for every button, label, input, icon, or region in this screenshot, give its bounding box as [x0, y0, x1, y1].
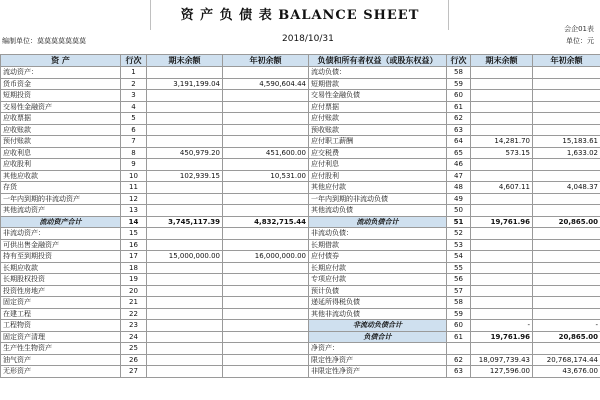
right-begin-balance: [533, 67, 600, 79]
right-end-balance: -: [471, 320, 533, 332]
right-end-balance: [471, 251, 533, 263]
left-begin-balance: 4,590,604.44: [223, 78, 309, 90]
table-row: [1, 228, 600, 240]
right-item-label: 净资产：: [309, 343, 447, 355]
right-end-balance: [471, 297, 533, 309]
table-row: [1, 216, 600, 228]
right-item-label: 预计负债: [309, 285, 447, 297]
right-end-balance: 4,607.11: [471, 182, 533, 194]
left-end-balance: 15,000,000.00: [147, 251, 223, 263]
table-row: [1, 159, 600, 171]
left-begin-balance: [223, 113, 309, 125]
table-row: [1, 297, 600, 309]
left-item-label: 生产性生物资产: [1, 343, 121, 355]
left-item-label: 应收账款: [1, 124, 121, 136]
left-row-no: 18: [121, 262, 147, 274]
left-row-no: 17: [121, 251, 147, 263]
left-item-label: 其他流动资产: [1, 205, 121, 217]
left-row-no: 2: [121, 78, 147, 90]
left-begin-balance: 16,000,000.00: [223, 251, 309, 263]
table-row: [1, 67, 600, 79]
left-row-no: 25: [121, 343, 147, 355]
table-row: [1, 90, 600, 102]
left-row-no: 10: [121, 170, 147, 182]
col-row-no-right: 行次: [447, 55, 471, 67]
col-assets: 资 产: [1, 55, 121, 67]
right-row-no: 61: [447, 331, 471, 343]
table-row: [1, 101, 600, 113]
left-begin-balance: [223, 308, 309, 320]
left-item-label: 存货: [1, 182, 121, 194]
left-begin-balance: [223, 320, 309, 332]
right-begin-balance: [533, 78, 600, 90]
left-end-balance: [147, 285, 223, 297]
left-begin-balance: [223, 182, 309, 194]
right-row-no: 49: [447, 193, 471, 205]
left-end-balance: [147, 159, 223, 171]
left-item-label: 持有至到期投资: [1, 251, 121, 263]
right-item-label: 其他流动负债: [309, 205, 447, 217]
left-end-balance: [147, 205, 223, 217]
left-row-no: 15: [121, 228, 147, 240]
right-item-label: 非流动负债：: [309, 228, 447, 240]
right-row-no: 60: [447, 320, 471, 332]
prepared-by: 编制单位：莫莫莫莫莫莫莫: [2, 37, 86, 45]
right-begin-balance: [533, 124, 600, 136]
table-row: [1, 274, 600, 286]
left-end-balance: [147, 228, 223, 240]
table-row: [1, 354, 600, 366]
right-row-no: 50: [447, 205, 471, 217]
left-begin-balance: [223, 366, 309, 378]
left-begin-balance: [223, 297, 309, 309]
left-begin-balance: [223, 285, 309, 297]
table-row: [1, 205, 600, 217]
right-begin-balance: [533, 205, 600, 217]
table-body: [1, 67, 600, 378]
left-item-label: 长期股权投资: [1, 274, 121, 286]
right-row-no: 61: [447, 101, 471, 113]
right-begin-balance: [533, 113, 600, 125]
right-item-label: 递延所得税负债: [309, 297, 447, 309]
right-row-no: 55: [447, 262, 471, 274]
left-begin-balance: [223, 343, 309, 355]
left-begin-balance: [223, 274, 309, 286]
balance-table-wrap: [0, 54, 600, 378]
right-end-balance: [471, 239, 533, 251]
form-code: 会企01表: [564, 25, 594, 33]
right-row-no: 58: [447, 297, 471, 309]
left-begin-balance: [223, 354, 309, 366]
left-row-no: 7: [121, 136, 147, 148]
right-item-label: 应付票据: [309, 101, 447, 113]
right-item-label: 流动负债合计: [309, 216, 447, 228]
left-row-no: 22: [121, 308, 147, 320]
right-begin-balance: [533, 101, 600, 113]
left-item-label: 固定资产清理: [1, 331, 121, 343]
right-end-balance: 127,596.00: [471, 366, 533, 378]
left-end-balance: [147, 182, 223, 194]
left-end-balance: [147, 354, 223, 366]
left-end-balance: 3,745,117.39: [147, 216, 223, 228]
left-row-no: 4: [121, 101, 147, 113]
left-item-label: 一年内到期的非流动资产: [1, 193, 121, 205]
right-item-label: 非流动负债合计: [309, 320, 447, 332]
left-begin-balance: [223, 262, 309, 274]
left-begin-balance: [223, 239, 309, 251]
left-end-balance: [147, 136, 223, 148]
left-row-no: 6: [121, 124, 147, 136]
left-end-balance: [147, 193, 223, 205]
left-end-balance: [147, 297, 223, 309]
table-row: [1, 136, 600, 148]
left-item-label: 应收利息: [1, 147, 121, 159]
right-row-no: 58: [447, 67, 471, 79]
right-end-balance: [471, 308, 533, 320]
right-end-balance: [471, 113, 533, 125]
right-row-no: 62: [447, 354, 471, 366]
left-end-balance: [147, 274, 223, 286]
right-end-balance: [471, 124, 533, 136]
right-begin-balance: [533, 239, 600, 251]
table-row: [1, 331, 600, 343]
right-end-balance: 18,097,739.43: [471, 354, 533, 366]
right-row-no: 57: [447, 285, 471, 297]
right-begin-balance: 20,865.00: [533, 216, 600, 228]
right-begin-balance: 4,048.37: [533, 182, 600, 194]
right-item-label: 预收账款: [309, 124, 447, 136]
right-item-label: 其他非流动负债: [309, 308, 447, 320]
sheet-title: 资 产 负 债 表 BALANCE SHEET: [180, 7, 420, 23]
left-item-label: 应收票据: [1, 113, 121, 125]
left-row-no: 14: [121, 216, 147, 228]
right-item-label: 应付职工薪酬: [309, 136, 447, 148]
right-item-label: 专项应付款: [309, 274, 447, 286]
table-row: [1, 366, 600, 378]
left-begin-balance: [223, 193, 309, 205]
left-row-no: 23: [121, 320, 147, 332]
left-begin-balance: [223, 136, 309, 148]
right-begin-balance: [533, 90, 600, 102]
right-item-label: 非限定性净资产: [309, 366, 447, 378]
right-begin-balance: 43,676.00: [533, 366, 600, 378]
left-end-balance: [147, 262, 223, 274]
table-row: [1, 78, 600, 90]
right-begin-balance: -: [533, 320, 600, 332]
left-row-no: 1: [121, 67, 147, 79]
right-end-balance: [471, 262, 533, 274]
table-row: [1, 147, 600, 159]
left-begin-balance: [223, 101, 309, 113]
right-item-label: 其他应付款: [309, 182, 447, 194]
table-row: [1, 251, 600, 263]
left-end-balance: [147, 239, 223, 251]
left-item-label: 预付账款: [1, 136, 121, 148]
right-item-label: 应交税费: [309, 147, 447, 159]
right-row-no: 46: [447, 159, 471, 171]
right-item-label: 长期借款: [309, 239, 447, 251]
table-row: [1, 308, 600, 320]
right-item-label: 应付账款: [309, 113, 447, 125]
right-item-label: 交易性金融负债: [309, 90, 447, 102]
col-end-balance: 期末余额: [147, 55, 223, 67]
right-begin-balance: [533, 159, 600, 171]
right-item-label: 一年内到期的非流动负债: [309, 193, 447, 205]
right-row-no: 63: [447, 366, 471, 378]
left-end-balance: [147, 113, 223, 125]
right-begin-balance: [533, 297, 600, 309]
left-begin-balance: [223, 67, 309, 79]
table-header-row: [1, 55, 600, 67]
left-end-balance: [147, 308, 223, 320]
left-end-balance: [147, 366, 223, 378]
right-end-balance: [471, 285, 533, 297]
right-item-label: 长期应付款: [309, 262, 447, 274]
table-row: [1, 343, 600, 355]
right-item-label: 负债合计: [309, 331, 447, 343]
left-item-label: 货币资金: [1, 78, 121, 90]
currency-unit: 单位：元: [566, 37, 594, 45]
balance-table: [0, 54, 600, 378]
table-row: [1, 170, 600, 182]
right-row-no: 54: [447, 251, 471, 263]
left-end-balance: [147, 124, 223, 136]
left-row-no: 11: [121, 182, 147, 194]
right-end-balance: [471, 343, 533, 355]
right-begin-balance: 15,183.61: [533, 136, 600, 148]
right-item-label: 应付债券: [309, 251, 447, 263]
right-begin-balance: 20,768,174.44: [533, 354, 600, 366]
left-item-label: 应收股利: [1, 159, 121, 171]
right-end-balance: 14,281.70: [471, 136, 533, 148]
left-end-balance: [147, 320, 223, 332]
right-end-balance: [471, 90, 533, 102]
col-row-no: 行次: [121, 55, 147, 67]
right-begin-balance: [533, 193, 600, 205]
left-item-label: 在建工程: [1, 308, 121, 320]
table-row: [1, 113, 600, 125]
right-begin-balance: [533, 285, 600, 297]
left-row-no: 21: [121, 297, 147, 309]
right-item-label: 短期借款: [309, 78, 447, 90]
left-end-balance: [147, 343, 223, 355]
left-row-no: 20: [121, 285, 147, 297]
left-row-no: 26: [121, 354, 147, 366]
left-item-label: 油气资产: [1, 354, 121, 366]
left-item-label: 流动资产合计: [1, 216, 121, 228]
left-end-balance: 3,191,199.04: [147, 78, 223, 90]
left-begin-balance: [223, 205, 309, 217]
left-begin-balance: 10,531.00: [223, 170, 309, 182]
right-end-balance: 573.15: [471, 147, 533, 159]
right-end-balance: [471, 193, 533, 205]
left-item-label: 其他应收款: [1, 170, 121, 182]
right-item-label: 限定性净资产: [309, 354, 447, 366]
right-end-balance: [471, 159, 533, 171]
right-end-balance: [471, 101, 533, 113]
right-end-balance: [471, 228, 533, 240]
right-item-label: 应付利息: [309, 159, 447, 171]
left-row-no: 5: [121, 113, 147, 125]
col-begin-balance: 年初余额: [223, 55, 309, 67]
right-row-no: 60: [447, 90, 471, 102]
right-begin-balance: [533, 274, 600, 286]
right-row-no: 51: [447, 216, 471, 228]
right-row-no: 48: [447, 182, 471, 194]
right-row-no: 59: [447, 78, 471, 90]
left-item-label: 短期投资: [1, 90, 121, 102]
right-end-balance: [471, 67, 533, 79]
right-row-no: [447, 343, 471, 355]
right-row-no: 59: [447, 308, 471, 320]
left-begin-balance: 4,832,715.44: [223, 216, 309, 228]
right-end-balance: 19,761.96: [471, 216, 533, 228]
right-end-balance: [471, 78, 533, 90]
left-end-balance: 450,979.20: [147, 147, 223, 159]
right-begin-balance: [533, 251, 600, 263]
meta-row: [0, 34, 600, 48]
right-end-balance: [471, 170, 533, 182]
right-row-no: 65: [447, 147, 471, 159]
left-row-no: 3: [121, 90, 147, 102]
left-item-label: 投资性房地产: [1, 285, 121, 297]
table-row: [1, 124, 600, 136]
left-item-label: 流动资产：: [1, 67, 121, 79]
left-row-no: 13: [121, 205, 147, 217]
right-begin-balance: 20,865.00: [533, 331, 600, 343]
left-begin-balance: [223, 228, 309, 240]
table-row: [1, 193, 600, 205]
right-end-balance: [471, 274, 533, 286]
left-item-label: 工程物资: [1, 320, 121, 332]
col-liabilities: 负债和所有者权益（或股东权益）: [309, 55, 447, 67]
col-begin-balance-right: 年初余额: [533, 55, 600, 67]
right-begin-balance: [533, 228, 600, 240]
table-row: [1, 285, 600, 297]
table-row: [1, 320, 600, 332]
left-end-balance: [147, 101, 223, 113]
right-begin-balance: [533, 170, 600, 182]
left-row-no: 27: [121, 366, 147, 378]
left-end-balance: [147, 331, 223, 343]
right-row-no: 47: [447, 170, 471, 182]
right-row-no: 56: [447, 274, 471, 286]
left-end-balance: 102,939.15: [147, 170, 223, 182]
right-row-no: 64: [447, 136, 471, 148]
left-begin-balance: [223, 159, 309, 171]
left-item-label: 交易性金融资产: [1, 101, 121, 113]
left-begin-balance: [223, 90, 309, 102]
left-row-no: 9: [121, 159, 147, 171]
report-date: 2018/10/31: [282, 34, 334, 44]
right-item-label: 应付股利: [309, 170, 447, 182]
left-row-no: 16: [121, 239, 147, 251]
table-row: [1, 262, 600, 274]
table-row: [1, 182, 600, 194]
left-begin-balance: 451,600.00: [223, 147, 309, 159]
right-begin-balance: [533, 343, 600, 355]
right-begin-balance: 1,633.02: [533, 147, 600, 159]
right-row-no: 63: [447, 124, 471, 136]
right-row-no: 53: [447, 239, 471, 251]
left-item-label: 非流动资产：: [1, 228, 121, 240]
col-end-balance-right: 期末余额: [471, 55, 533, 67]
left-item-label: 固定资产: [1, 297, 121, 309]
left-row-no: 19: [121, 274, 147, 286]
left-row-no: 8: [121, 147, 147, 159]
left-end-balance: [147, 67, 223, 79]
left-end-balance: [147, 90, 223, 102]
right-end-balance: 19,761.96: [471, 331, 533, 343]
left-row-no: 24: [121, 331, 147, 343]
left-item-label: 无形资产: [1, 366, 121, 378]
right-begin-balance: [533, 262, 600, 274]
left-row-no: 12: [121, 193, 147, 205]
table-row: [1, 239, 600, 251]
right-row-no: 62: [447, 113, 471, 125]
left-begin-balance: [223, 331, 309, 343]
left-item-label: 长期应收款: [1, 262, 121, 274]
left-item-label: 可供出售金融资产: [1, 239, 121, 251]
right-begin-balance: [533, 308, 600, 320]
left-begin-balance: [223, 124, 309, 136]
right-item-label: 流动负债：: [309, 67, 447, 79]
right-end-balance: [471, 205, 533, 217]
right-row-no: 52: [447, 228, 471, 240]
